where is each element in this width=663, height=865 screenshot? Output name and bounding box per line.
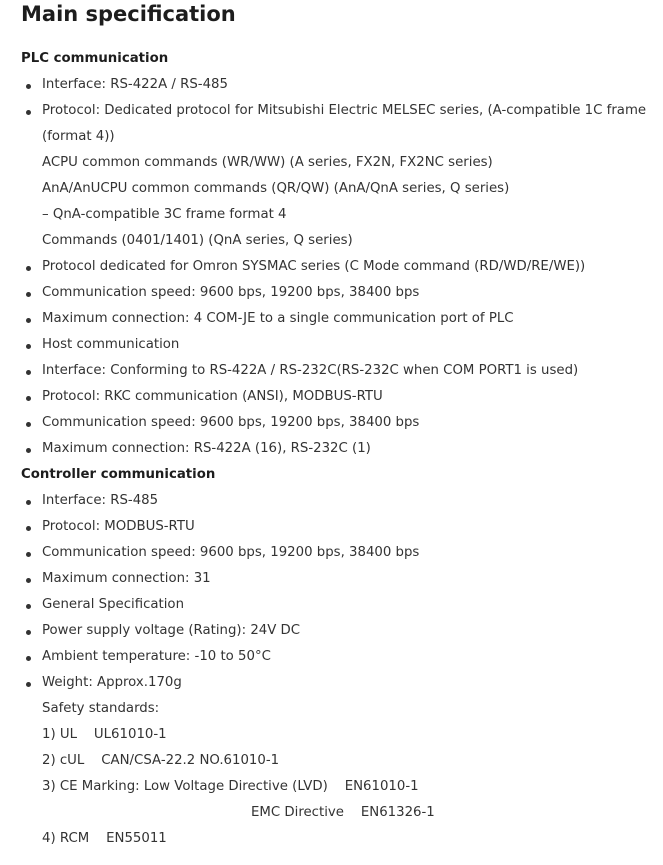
- list-item-bullet: [26, 396, 31, 401]
- list-item-bullet: [26, 656, 31, 661]
- list-item: Power supply voltage (Rating): 24V DC: [42, 623, 301, 638]
- list-item-bullet: [26, 578, 31, 583]
- list-item-bullet: [26, 552, 31, 557]
- list-item: Protocol: RKC communication (ANSI), MODBUS-RTU: [42, 389, 383, 404]
- list-item: Maximum connection: 4 COM-JE to a single communication port of PLC: [42, 311, 514, 326]
- list-item: Weight: Approx.170g: [42, 675, 182, 690]
- list-item: Interface: RS-485: [42, 493, 159, 508]
- list-item-bullet: [26, 344, 31, 349]
- list-item-bullet: [26, 526, 31, 531]
- list-item-continuation: 1) UL UL61010-1: [42, 727, 167, 742]
- list-item: Protocol: Dedicated protocol for Mitsubishi Electric MELSEC series, (A-compatible 1C frame: [42, 103, 647, 118]
- list-item-continuation: – QnA-compatible 3C frame format 4: [42, 207, 287, 222]
- list-item-bullet: [26, 110, 31, 115]
- list-item: Communication speed: 9600 bps, 19200 bps, 38400 bps: [42, 415, 420, 430]
- list-item-bullet: [26, 266, 31, 271]
- list-item: Communication speed: 9600 bps, 19200 bps, 38400 bps: [42, 545, 420, 560]
- plc-heading: PLC communication: [21, 51, 169, 66]
- list-item-bullet: [26, 84, 31, 89]
- list-item-bullet: [26, 318, 31, 323]
- list-item: General Specification: [42, 597, 185, 612]
- list-item-continuation: (format 4)): [42, 129, 115, 144]
- list-item-continuation: 2) cUL CAN/CSA-22.2 NO.61010-1: [42, 753, 280, 768]
- controller-heading: Controller communication: [21, 467, 216, 482]
- list-item-bullet: [26, 292, 31, 297]
- list-item-bullet: [26, 682, 31, 687]
- list-item: Maximum connection: 31: [42, 571, 211, 586]
- list-item-continuation: EMC Directive EN61326-1: [251, 805, 435, 820]
- list-item-bullet: [26, 500, 31, 505]
- list-item-continuation: AnA/AnUCPU common commands (QR/QW) (AnA/QnA series, Q series): [42, 181, 510, 196]
- list-item: Communication speed: 9600 bps, 19200 bps, 38400 bps: [42, 285, 420, 300]
- list-item-continuation: Commands (0401/1401) (QnA series, Q series): [42, 233, 353, 248]
- list-item-continuation: Safety standards:: [42, 701, 160, 716]
- list-item: Protocol: MODBUS-RTU: [42, 519, 195, 534]
- list-item-bullet: [26, 630, 31, 635]
- page-title: Main specification: [21, 2, 236, 26]
- list-item-bullet: [26, 448, 31, 453]
- list-item: Host communication: [42, 337, 180, 352]
- list-item: Interface: Conforming to RS-422A / RS-232C(RS-232C when COM PORT1 is used): [42, 363, 579, 378]
- list-item-bullet: [26, 604, 31, 609]
- list-item-continuation: ACPU common commands (WR/WW) (A series, FX2N, FX2NC series): [42, 155, 493, 170]
- list-item-continuation: 4) RCM EN55011: [42, 831, 167, 846]
- list-item-bullet: [26, 422, 31, 427]
- list-item: Ambient temperature: -10 to 50°C: [42, 649, 271, 664]
- list-item: Interface: RS-422A / RS-485: [42, 77, 228, 92]
- list-item: Protocol dedicated for Omron SYSMAC series (C Mode command (RD/WD/RE/WE)): [42, 259, 586, 274]
- list-item: Maximum connection: RS-422A (16), RS-232C (1): [42, 441, 371, 456]
- list-item-bullet: [26, 370, 31, 375]
- list-item-continuation: 3) CE Marking: Low Voltage Directive (LVD) EN61010-1: [42, 779, 419, 794]
